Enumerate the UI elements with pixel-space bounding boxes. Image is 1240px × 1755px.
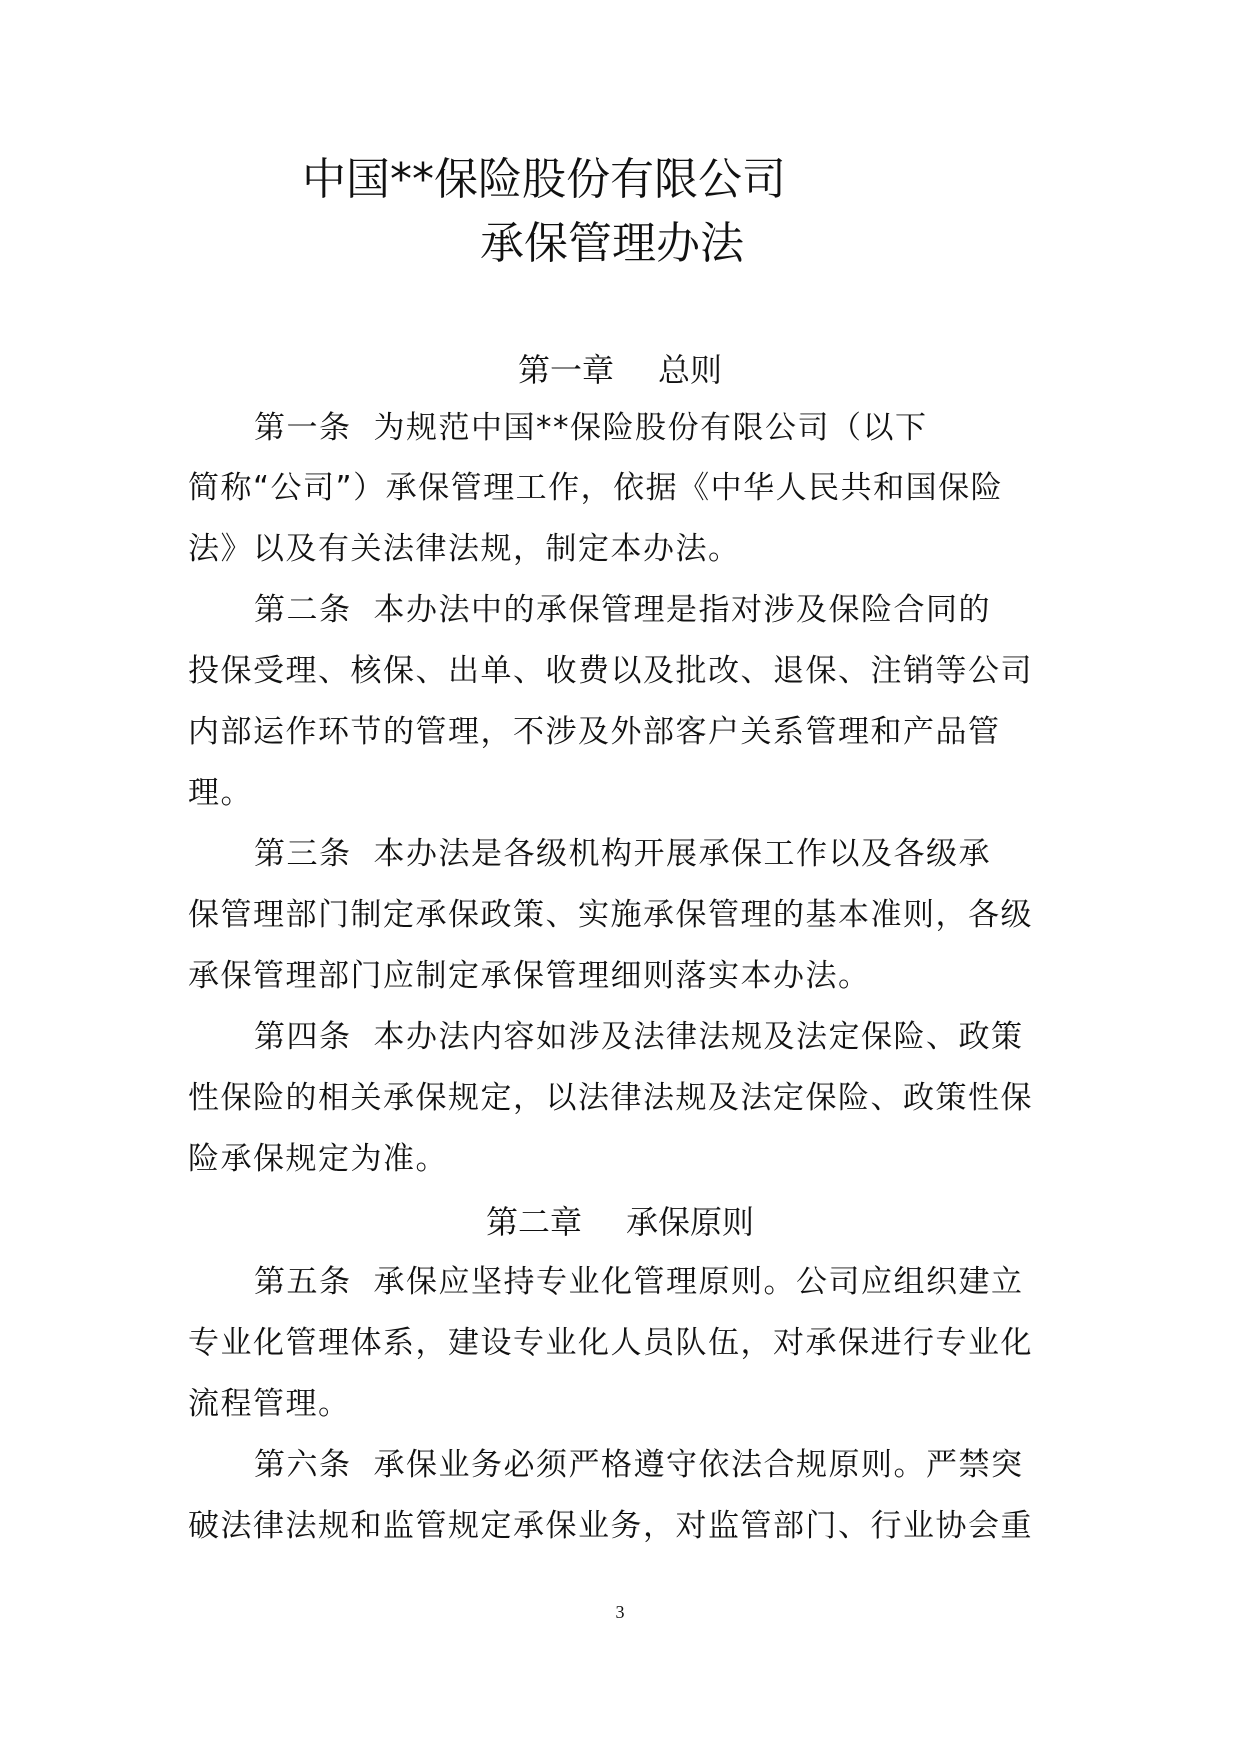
article-number: 第五条 bbox=[254, 1264, 352, 1300]
article-text: 承保业务必须严格遵守依法合规原则。严禁突 bbox=[373, 1447, 1024, 1483]
article-1-line-1 bbox=[254, 406, 928, 450]
article-6-line-2: 破法律法规和监管规定承保业务，对监管部门、行业协会重 bbox=[188, 1508, 1033, 1544]
article-number: 第三条 bbox=[254, 836, 352, 872]
article-5-line-2: 专业化管理体系，建设专业化人员队伍，对承保进行专业化 bbox=[188, 1325, 1033, 1361]
article-number: 第六条 bbox=[254, 1447, 352, 1483]
document-title-line-1: 中国**保险股份有限公司 bbox=[302, 154, 786, 205]
article-number: 第二条 bbox=[254, 592, 352, 628]
article-2-line-1 bbox=[254, 588, 991, 632]
article-4-line-2: 性保险的相关承保规定，以法律法规及法定保险、政策性保 bbox=[188, 1080, 1033, 1116]
article-3-line-1 bbox=[254, 832, 991, 876]
chapter-name: 承保原则 bbox=[626, 1203, 755, 1241]
article-2-line-2: 投保受理、核保、出单、收费以及批改、退保、注销等公司 bbox=[188, 653, 1033, 689]
article-6-line-1 bbox=[254, 1443, 1024, 1487]
article-2-line-4: 理。 bbox=[188, 775, 253, 811]
article-2-line-3: 内部运作环节的管理，不涉及外部客户关系管理和产品管 bbox=[188, 714, 1001, 750]
chapter-heading-2 bbox=[0, 1200, 1240, 1244]
article-text: 为规范中国**保险股份有限公司（以下 bbox=[373, 410, 928, 446]
article-text: 本办法内容如涉及法律法规及法定保险、政策 bbox=[373, 1019, 1024, 1055]
article-text: 本办法中的承保管理是指对涉及保险合同的 bbox=[373, 592, 991, 628]
page-number: 3 bbox=[615, 1602, 625, 1622]
article-4-line-3: 险承保规定为准。 bbox=[188, 1141, 448, 1177]
article-3-line-3: 承保管理部门应制定承保管理细则落实本办法。 bbox=[188, 958, 871, 994]
article-text: 本办法是各级机构开展承保工作以及各级承 bbox=[373, 836, 991, 872]
document-title-line-2: 承保管理办法 bbox=[480, 218, 744, 269]
article-1-line-2: 简称“公司”）承保管理工作，依据《中华人民共和国保险 bbox=[188, 470, 1004, 506]
chapter-number: 第一章 bbox=[517, 351, 614, 389]
article-3-line-2: 保管理部门制定承保政策、实施承保管理的基本准则，各级 bbox=[188, 897, 1033, 933]
article-text: 承保应坚持专业化管理原则。公司应组织建立 bbox=[373, 1264, 1024, 1300]
article-4-line-1 bbox=[254, 1015, 1024, 1059]
chapter-heading-1 bbox=[0, 348, 1240, 392]
article-number: 第四条 bbox=[254, 1019, 352, 1055]
article-5-line-3: 流程管理。 bbox=[188, 1386, 351, 1422]
article-number: 第一条 bbox=[254, 410, 352, 446]
chapter-name: 总则 bbox=[658, 351, 723, 389]
article-1-line-3: 法》以及有关法律法规，制定本办法。 bbox=[188, 531, 741, 567]
article-5-line-1 bbox=[254, 1260, 1024, 1304]
chapter-number: 第二章 bbox=[485, 1203, 582, 1241]
